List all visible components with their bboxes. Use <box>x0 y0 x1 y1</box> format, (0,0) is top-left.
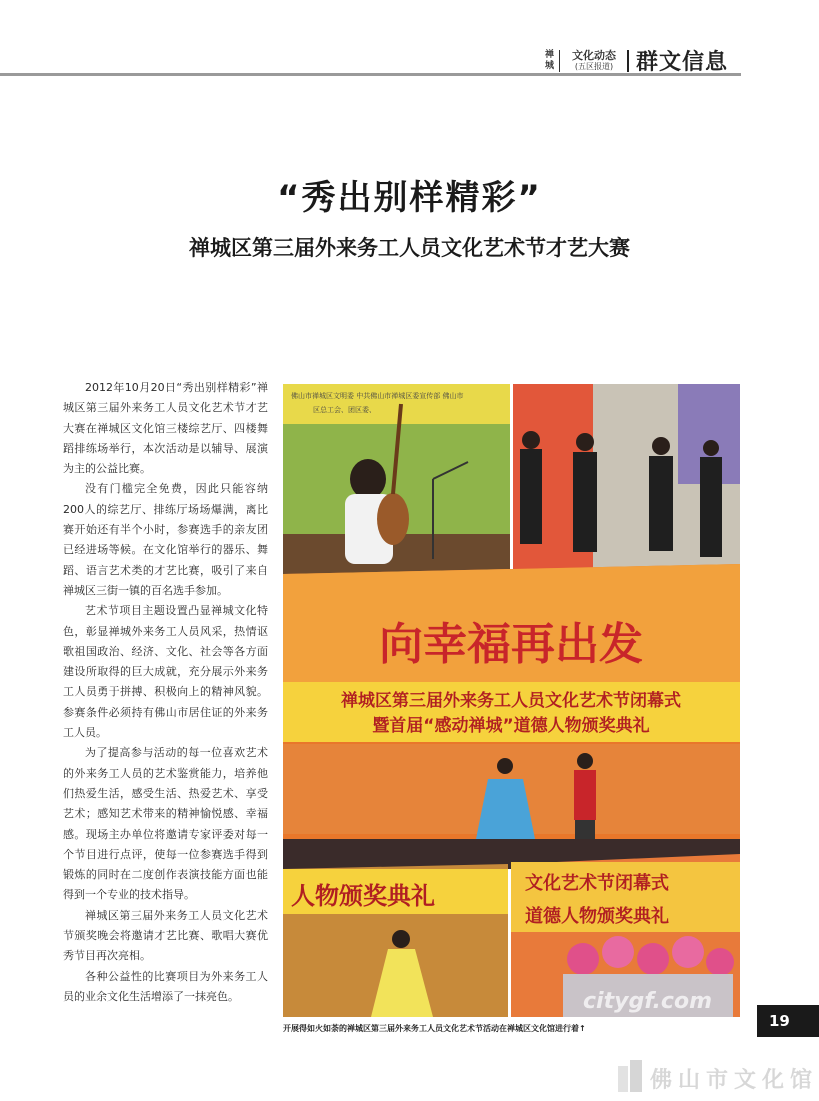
header-section-title: 群文信息 <box>636 50 729 75</box>
paragraph: 为了提高参与活动的每一位喜欢艺术的外来务工人员的艺术鉴赏能力，培养他们热爱生活，感受生活、热爱艺术、享受艺术；感知艺术带来的精神愉悦感、幸福感。现场主办单位将邀请专家评委对每一个节目进行点评，使每一位参赛选手得到锻炼的同时在二度创作表演技能方面也能得到一个专业的技术指导。 <box>63 746 268 902</box>
watermark-text: 佛山市文化馆 <box>650 1067 819 1093</box>
header-region: 禅城 <box>545 50 555 71</box>
paragraph: 2012年10月20日“秀出别样精彩”禅城区第三届外来务工人员文化艺术节才艺大赛在禅城区文化馆三楼综艺厅、四楼舞蹈排练场举行，本次活动是以辅导、展演为主的公益比赛。 <box>63 381 268 476</box>
header-rule <box>0 73 741 76</box>
photo-stage <box>283 564 740 869</box>
paragraph: 禅城区第三届外来务工人员文化艺术节颁奖晚会将邀请才艺比赛、歌唱大赛优秀节目再次亮相。 <box>63 908 268 963</box>
banner-text: 佛山市禅城区文明委 中共佛山市禅城区委宣传部 佛山市 <box>291 392 464 400</box>
article-subtitle: 禅城区第三届外来务工人员文化艺术节才艺大赛 <box>189 236 630 260</box>
paragraph: 各种公益性的比赛项目为外来务工人员的业余文化生活增添了一抹亮色。 <box>63 969 268 1003</box>
slogan-text: 向幸福再出发 <box>379 619 643 670</box>
header-divider-bold <box>627 50 629 72</box>
paragraph: 艺术节项目主题设置凸显禅城文化特色，彰显禅城外来务工人员风采，热情讴歌祖国政治、经济、文化、社会等各方面建设所取得的巨大成就，充分展示外来务工人员勇于拼搏、积极向上的精神风貌。参赛条件必须持有佛山市居住证的外来务工人员。 <box>63 604 268 740</box>
stage-title-text: 禅城区第三届外来务工人员文化艺术节闭幕式 <box>341 691 681 711</box>
photo-fan-dancers <box>511 854 740 1017</box>
lower-banner-text: 道德人物颁奖典礼 <box>525 906 669 927</box>
banner-text: 区总工会、团区委、 <box>313 406 376 414</box>
photo-singers <box>513 384 740 574</box>
paragraph: 没有门槛完全免费，因此只能容纳200人的综艺厅、排练厅场场爆满，离比赛开始还有半个小时，参赛选手的亲友团已经进场等候。在文化馆举行的器乐、舞蹈、语言艺术类的才艺比赛，吸引了来自禅城区三街一镇的百名选手参加。 <box>63 482 268 597</box>
photo-caption: 开展得如火如荼的禅城区第三届外来务工人员文化艺术节活动在禅城区文化馆进行着↑ <box>283 1024 586 1033</box>
article-title: “秀出别样精彩” <box>277 178 542 218</box>
collage-svg <box>283 384 740 1017</box>
photo-pipa-player <box>283 384 510 574</box>
page-number: 19 <box>757 1005 819 1037</box>
stage-subtitle-text: 暨首届“感动禅城”道德人物颁奖典礼 <box>372 716 650 736</box>
site-watermark-text: citygf.com <box>583 989 712 1014</box>
header-subcategory: (五区报道) <box>574 62 614 71</box>
article-body <box>63 378 268 1007</box>
photo-collage <box>283 384 740 1017</box>
building-icon <box>616 1060 644 1092</box>
header-category: 文化动态 <box>572 49 616 62</box>
header-divider <box>559 50 560 72</box>
lower-banner-text: 文化艺术节闭幕式 <box>525 873 669 894</box>
lower-banner-text: 人物颁奖典礼 <box>291 882 435 910</box>
photo-female-singer <box>283 864 508 1017</box>
